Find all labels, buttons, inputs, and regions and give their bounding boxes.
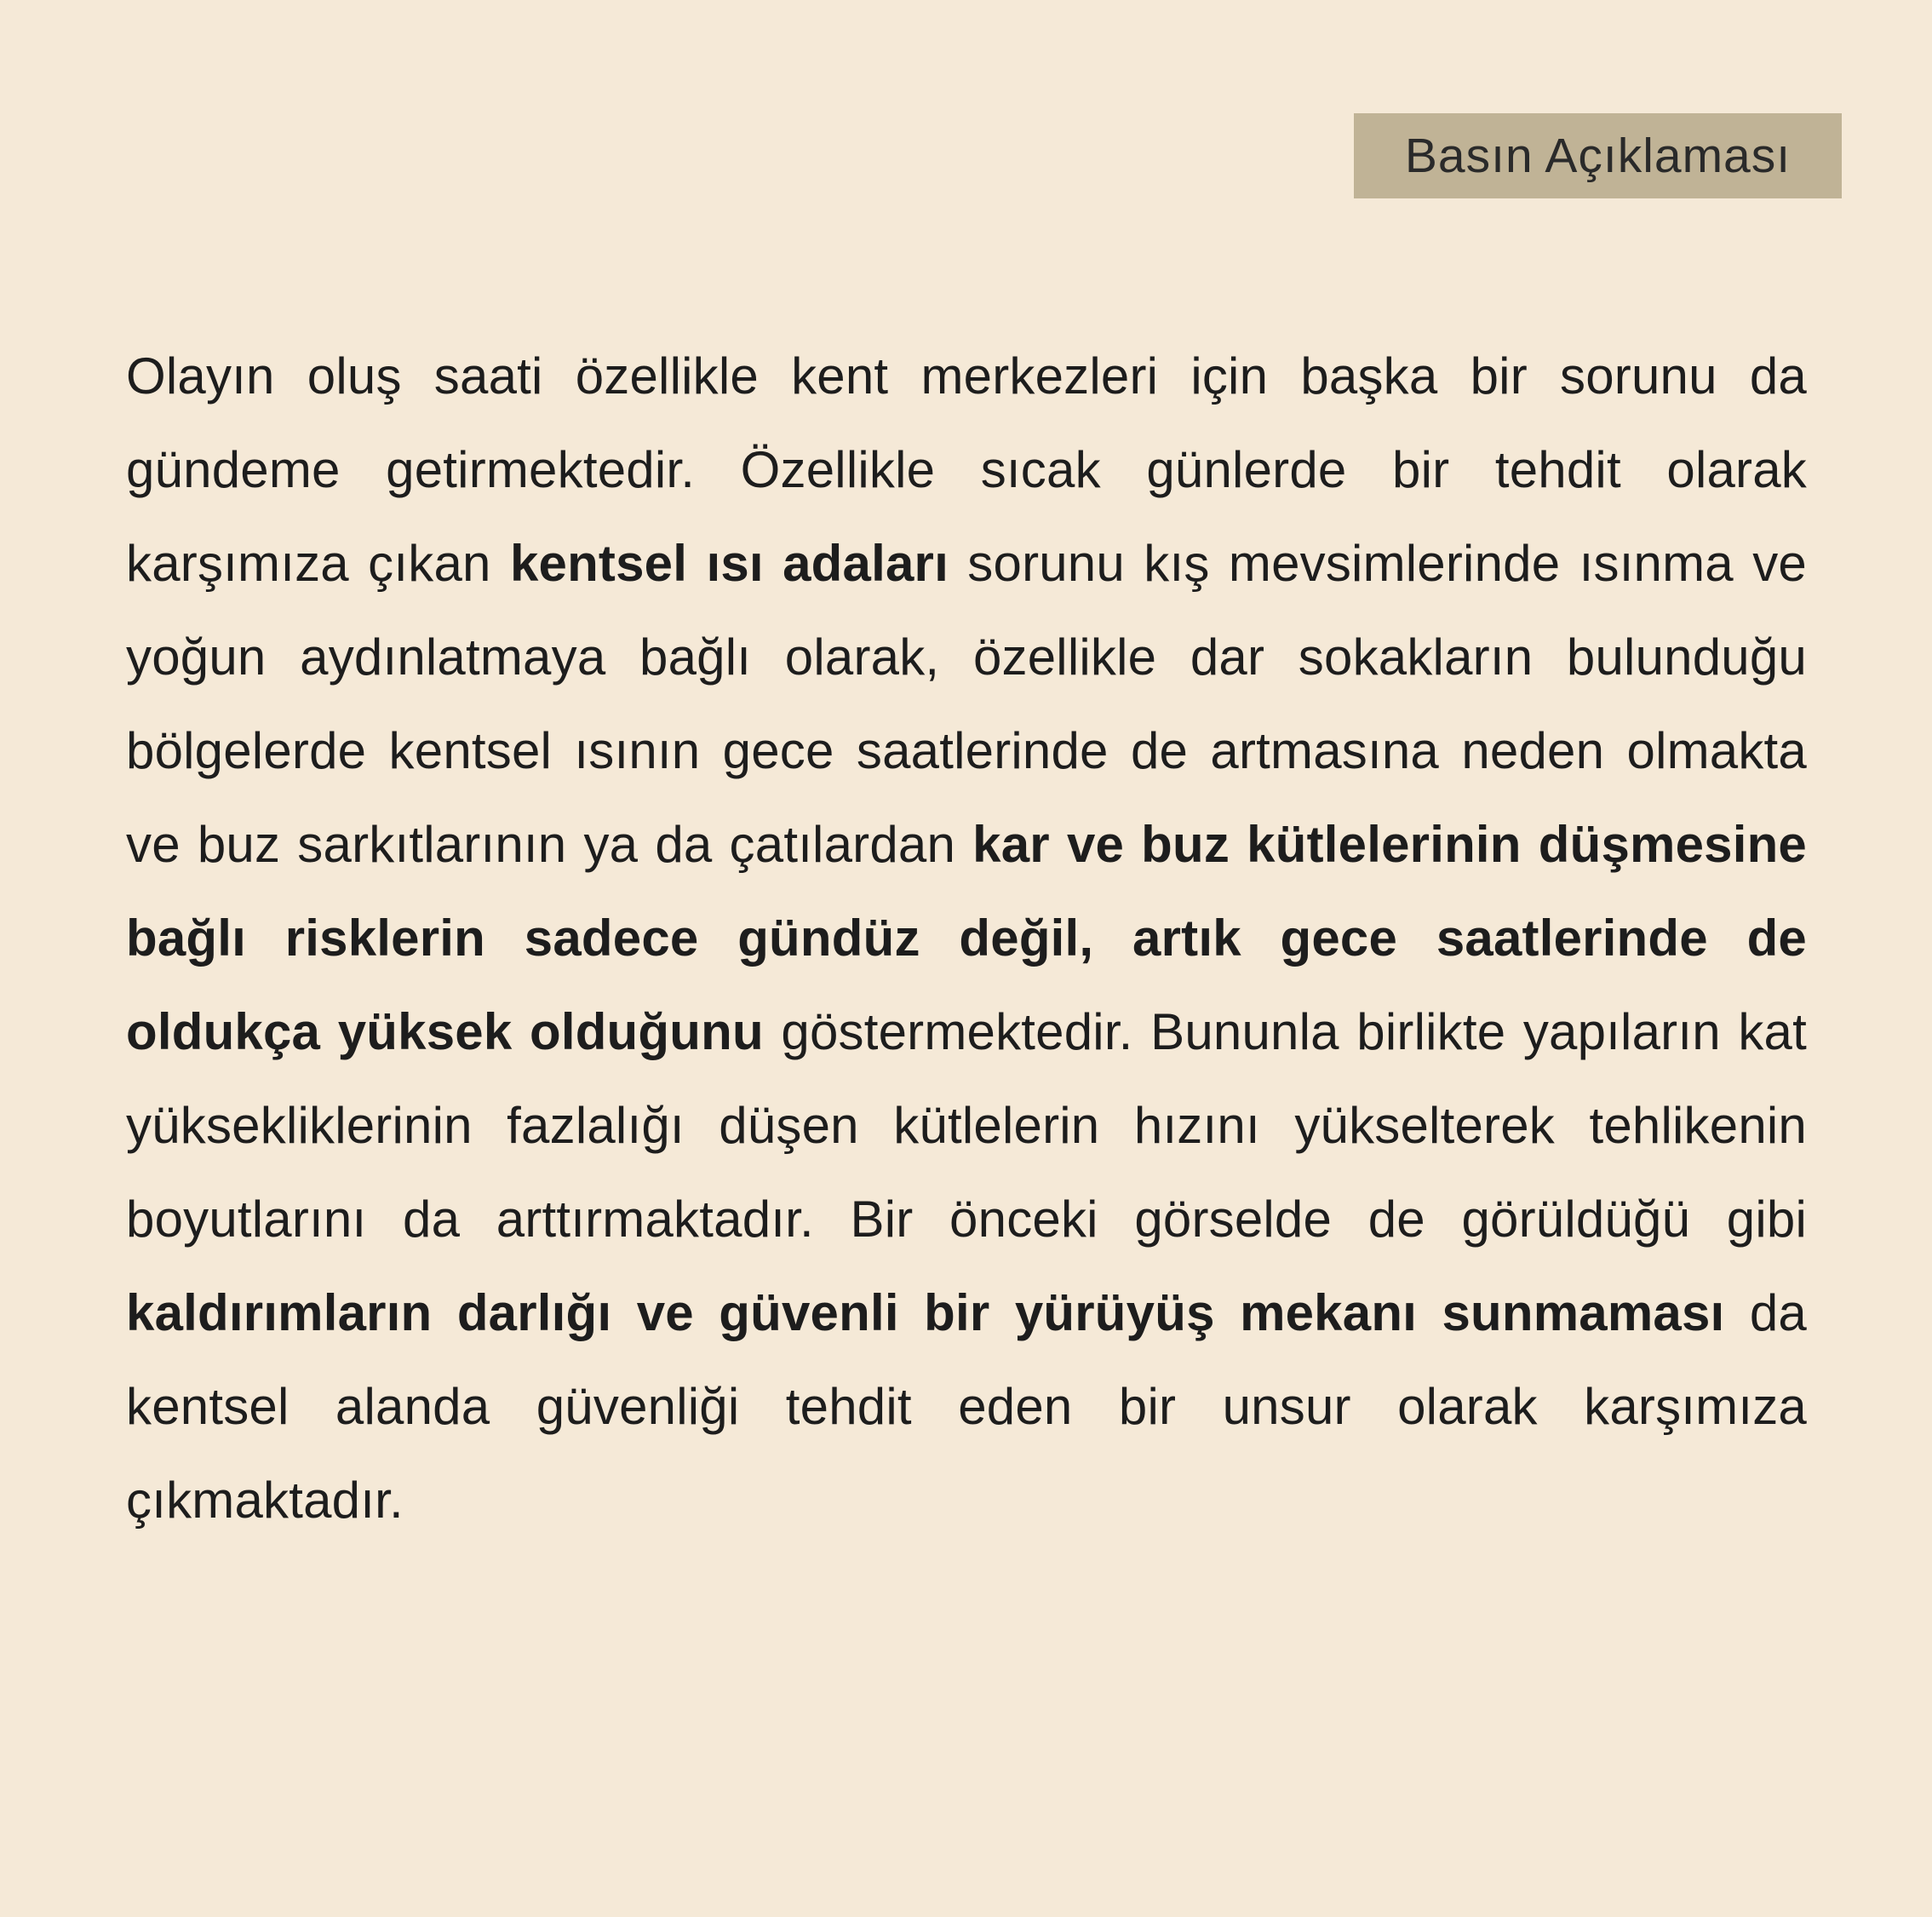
text-segment: da kentsel alanda güvenliği tehdit eden bir unsur olarak karşımıza çıkmaktadır. xyxy=(126,1284,1807,1529)
emphasized-text-segment: kar ve buz kütlelerinin düşmesine bağlı risklerin sadece gündüz değil, artık gece saatlerinde de oldukça yüksek olduğunu xyxy=(126,816,1807,1060)
press-release-badge xyxy=(1354,113,1842,198)
text-segment: Olayın oluş saati özellikle kent merkezleri için başka bir sorunu da gündeme getirmektedir. Özellikle sıcak günlerde bir tehdit olarak karşımıza çıkan xyxy=(126,347,1807,592)
body-paragraph xyxy=(126,330,1807,1547)
text-segment: sorunu kış mevsimlerinde ısınma ve yoğun aydınlatmaya bağlı olarak, özellikle dar sokakların bulunduğu bölgelerde kentsel ısının gece saatlerinde de artmasına neden olmakta ve buz sarkıtlarının ya da çatılardan xyxy=(126,535,1807,873)
emphasized-text-segment: kentsel ısı adaları xyxy=(509,535,949,592)
emphasized-text-segment: kaldırımların darlığı ve güvenli bir yürüyüş mekanı sunmaması xyxy=(126,1284,1725,1341)
badge-label: Basın Açıklaması xyxy=(1404,129,1792,183)
text-segment: göstermektedir. Bununla birlikte yapıların kat yüksekliklerinin fazlalığı düşen kütlelerin hızını yükselterek tehlikenin boyutlarını da arttırmaktadır. Bir önceki görselde de görüldüğü gibi xyxy=(126,1003,1807,1248)
